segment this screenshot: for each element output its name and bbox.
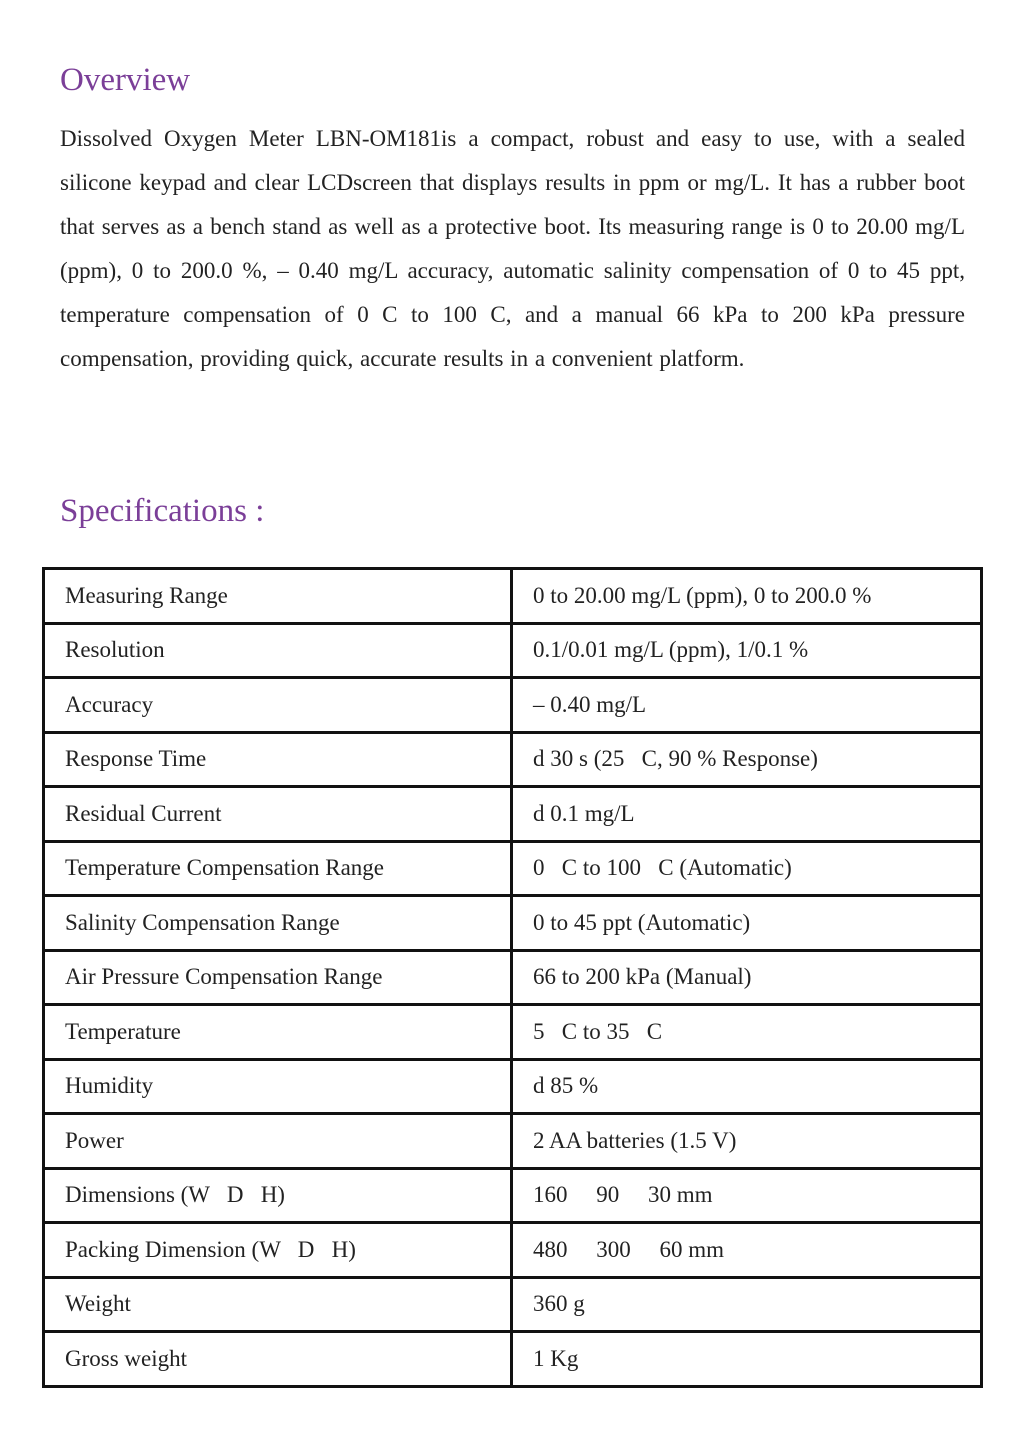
spec-value: 2 AA batteries (1.5 V) bbox=[512, 1114, 982, 1169]
spec-label: Response Time bbox=[44, 732, 512, 787]
table-row bbox=[44, 732, 982, 787]
spec-value: d 0.1 mg/L bbox=[512, 787, 982, 842]
table-row bbox=[44, 1277, 982, 1332]
table-row bbox=[44, 1114, 982, 1169]
spec-value: d 85 % bbox=[512, 1059, 982, 1114]
spec-value: 0.1/0.01 mg/L (ppm), 1/0.1 % bbox=[512, 623, 982, 678]
spec-value: 360 g bbox=[512, 1277, 982, 1332]
spec-value: – 0.40 mg/L bbox=[512, 678, 982, 733]
spec-value: 66 to 200 kPa (Manual) bbox=[512, 950, 982, 1005]
spec-value: 480 300 60 mm bbox=[512, 1223, 982, 1278]
spec-label: Power bbox=[44, 1114, 512, 1169]
spec-value: 0 to 45 ppt (Automatic) bbox=[512, 896, 982, 951]
table-row bbox=[44, 1005, 982, 1060]
specifications-table-body bbox=[44, 569, 982, 1387]
spec-label: Measuring Range bbox=[44, 569, 512, 624]
spec-label: Dimensions (W D H) bbox=[44, 1168, 512, 1223]
spec-label: Accuracy bbox=[44, 678, 512, 733]
spec-label: Salinity Compensation Range bbox=[44, 896, 512, 951]
specifications-heading: Specifications : bbox=[60, 493, 265, 529]
spec-label: Residual Current bbox=[44, 787, 512, 842]
overview-heading: Overview bbox=[60, 62, 191, 98]
spec-value: 160 90 30 mm bbox=[512, 1168, 982, 1223]
specifications-table bbox=[42, 567, 983, 1388]
spec-value: 0 C to 100 C (Automatic) bbox=[512, 841, 982, 896]
spec-label: Weight bbox=[44, 1277, 512, 1332]
table-row bbox=[44, 950, 982, 1005]
table-row bbox=[44, 678, 982, 733]
table-row bbox=[44, 1332, 982, 1387]
table-row bbox=[44, 787, 982, 842]
spec-label: Temperature Compensation Range bbox=[44, 841, 512, 896]
spec-label: Temperature bbox=[44, 1005, 512, 1060]
spec-label: Humidity bbox=[44, 1059, 512, 1114]
spec-value: 0 to 20.00 mg/L (ppm), 0 to 200.0 % bbox=[512, 569, 982, 624]
spec-label: Resolution bbox=[44, 623, 512, 678]
table-row bbox=[44, 841, 982, 896]
table-row bbox=[44, 1059, 982, 1114]
spec-label: Gross weight bbox=[44, 1332, 512, 1387]
table-row bbox=[44, 896, 982, 951]
spec-value: 1 Kg bbox=[512, 1332, 982, 1387]
table-row bbox=[44, 569, 982, 624]
spec-value: d 30 s (25 C, 90 % Response) bbox=[512, 732, 982, 787]
table-row bbox=[44, 1223, 982, 1278]
spec-label: Packing Dimension (W D H) bbox=[44, 1223, 512, 1278]
table-row bbox=[44, 623, 982, 678]
spec-label: Air Pressure Compensation Range bbox=[44, 950, 512, 1005]
table-row bbox=[44, 1168, 982, 1223]
overview-paragraph: Dissolved Oxygen Meter LBN-OM181is a compact, robust and easy to use, with a sealed silicone keypad and clear LCDscreen that displays results in ppm or mg/L. It has a rubber boot that serves as a bench stand as well as a protective boot. Its measuring range is 0 to 20.00 mg/L (ppm), 0 to 200.0 %, – 0.40 mg/L accuracy, automatic salinity compensation of 0 to 45 ppt, temperature compensation of 0 C to 100 C, and a manual 66 kPa to 200 kPa pressure compensation, providing quick, accurate results in a convenient platform. bbox=[60, 126, 965, 371]
spec-value: 5 C to 35 C bbox=[512, 1005, 982, 1060]
